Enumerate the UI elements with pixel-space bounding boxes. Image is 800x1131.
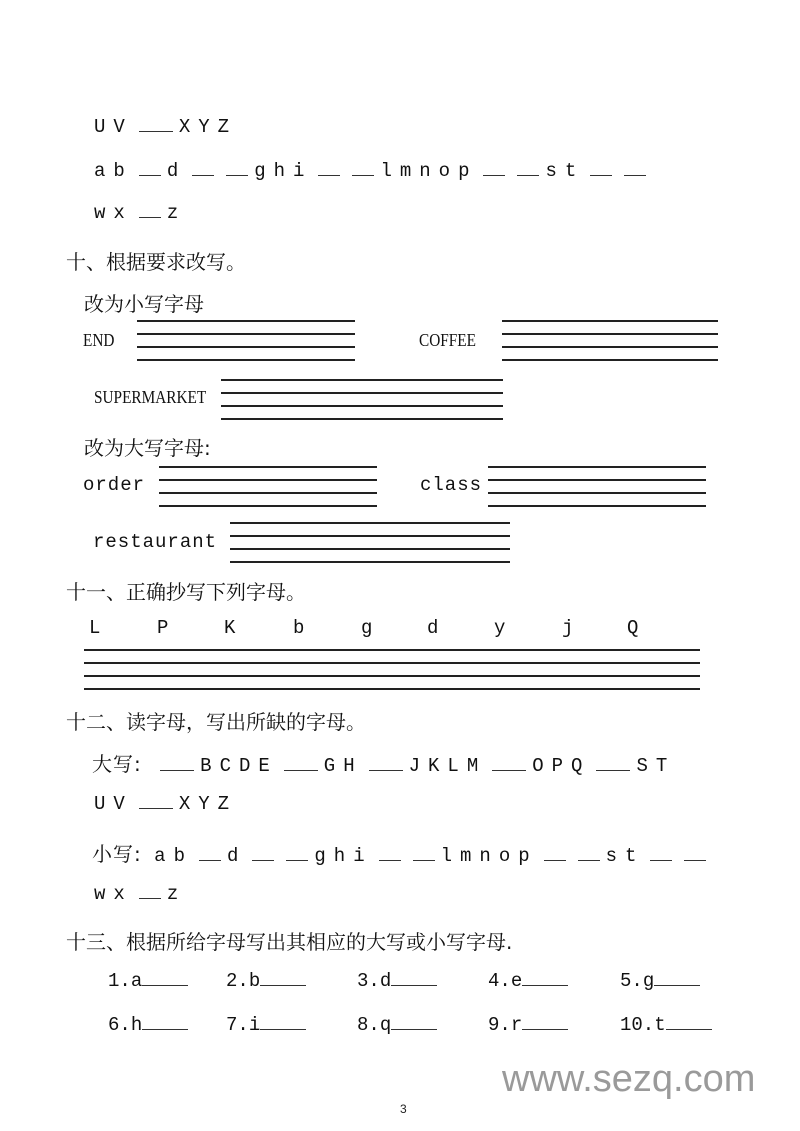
case-item-9[interactable] <box>488 1014 568 1036</box>
missing-letter-blank[interactable] <box>139 794 173 809</box>
word-class: class <box>420 474 483 496</box>
letter: o <box>438 160 452 182</box>
missing-letter-blank[interactable] <box>413 846 435 861</box>
letter: z <box>166 202 180 224</box>
missing-letter-blank[interactable] <box>624 161 646 176</box>
missing-letter-blank[interactable] <box>192 161 214 176</box>
missing-letter-blank[interactable] <box>286 846 308 861</box>
letter: Y <box>198 116 211 138</box>
missing-letter-blank[interactable] <box>252 846 274 861</box>
letter: b <box>173 845 186 867</box>
letter: d <box>166 160 180 182</box>
page-number: 3 <box>400 1102 407 1116</box>
case-item-10[interactable] <box>620 1014 712 1036</box>
writing-lines-end[interactable] <box>137 320 355 362</box>
letter: s <box>605 845 619 867</box>
answer-blank[interactable] <box>260 1015 306 1030</box>
missing-letter-blank[interactable] <box>544 846 566 861</box>
item-letter: a <box>130 970 143 992</box>
section-12-title: 十二、读字母，写出所缺的字母。 <box>66 710 366 734</box>
answer-blank[interactable] <box>142 1015 188 1030</box>
missing-letter-blank[interactable] <box>517 161 539 176</box>
uppercase-missing-line-2 <box>94 793 237 815</box>
letter: p <box>518 845 531 867</box>
case-item-2[interactable] <box>226 970 306 992</box>
letter: g <box>254 160 267 182</box>
item-number: 6. <box>108 1014 131 1036</box>
letter: d <box>226 845 240 867</box>
letter: z <box>166 883 180 905</box>
missing-letter-blank[interactable] <box>139 161 161 176</box>
item-letter: r <box>510 1014 523 1036</box>
word-coffee: COFFEE <box>419 330 476 350</box>
letter: l <box>380 160 393 182</box>
item-number: 5. <box>620 970 643 992</box>
letter: K <box>428 755 441 777</box>
item-letter: q <box>379 1014 392 1036</box>
uppercase-label: 大写: <box>92 752 142 776</box>
answer-blank[interactable] <box>522 1015 568 1030</box>
copy-letter: j <box>562 617 575 639</box>
letter: H <box>343 755 356 777</box>
copy-letter: L <box>89 617 102 639</box>
letter: s <box>545 160 558 182</box>
missing-letter-blank[interactable] <box>139 117 173 132</box>
letter: t <box>564 160 578 182</box>
missing-letter-blank[interactable] <box>650 846 672 861</box>
letter: h <box>333 845 347 867</box>
item-letter: b <box>248 970 261 992</box>
watermark: www.sezq.com <box>502 1058 756 1100</box>
missing-letter-blank[interactable] <box>369 756 403 771</box>
letter: l <box>440 845 453 867</box>
answer-blank[interactable] <box>391 971 437 986</box>
letter: n <box>419 160 432 182</box>
letter: E <box>258 755 271 777</box>
section-11-title: 十一、正确抄写下列字母。 <box>66 580 306 604</box>
letter: b <box>113 160 126 182</box>
copy-letters-row <box>89 617 709 643</box>
letter: P <box>551 755 565 777</box>
missing-letter-blank[interactable] <box>492 756 526 771</box>
item-number: 7. <box>226 1014 249 1036</box>
case-item-7[interactable] <box>226 1014 306 1036</box>
copy-letter: K <box>224 617 237 639</box>
letter: w <box>94 883 107 905</box>
missing-letter-blank[interactable] <box>596 756 630 771</box>
missing-letter-blank[interactable] <box>483 161 505 176</box>
item-letter: e <box>510 970 523 992</box>
letter: S <box>636 755 649 777</box>
missing-letter-blank[interactable] <box>590 161 612 176</box>
missing-letter-blank[interactable] <box>284 756 318 771</box>
answer-blank[interactable] <box>522 971 568 986</box>
letter: x <box>113 202 126 224</box>
to-uppercase-label: 改为大写字母: <box>84 436 211 460</box>
writing-lines-order[interactable] <box>159 466 377 508</box>
lowercase-missing-line <box>92 838 712 867</box>
letter: t <box>625 845 638 867</box>
copy-letter: b <box>293 617 306 639</box>
word-end: END <box>83 330 115 350</box>
writing-lines-restaurant[interactable] <box>230 522 510 564</box>
copy-letter: g <box>361 617 374 639</box>
letter: B <box>200 755 213 777</box>
alphabet-lower-line-continued <box>94 202 186 224</box>
letter: h <box>273 160 287 182</box>
answer-blank[interactable] <box>654 971 700 986</box>
letter: M <box>466 755 480 777</box>
word-supermarket: SUPERMARKET <box>94 387 207 407</box>
missing-letter-blank[interactable] <box>318 161 340 176</box>
word-restaurant: restaurant <box>93 531 218 553</box>
case-item-5[interactable] <box>620 970 700 992</box>
missing-letter-blank[interactable] <box>352 161 374 176</box>
letter: i <box>293 160 306 182</box>
item-number: 8. <box>357 1014 380 1036</box>
missing-letter-blank[interactable] <box>139 884 161 899</box>
missing-letter-blank[interactable] <box>199 846 221 861</box>
copy-letter: Q <box>627 617 640 639</box>
letter: n <box>479 845 492 867</box>
item-number: 9. <box>488 1014 511 1036</box>
case-item-1[interactable] <box>108 970 188 992</box>
letter: X <box>178 116 192 138</box>
item-letter: g <box>642 970 655 992</box>
lowercase-label: 小写: <box>92 842 142 866</box>
letter: G <box>323 755 337 777</box>
missing-letter-blank[interactable] <box>160 756 194 771</box>
letter: X <box>178 793 192 815</box>
letter: C <box>219 755 232 777</box>
item-number: 4. <box>488 970 511 992</box>
item-letter: h <box>130 1014 143 1036</box>
missing-letter-blank[interactable] <box>684 846 706 861</box>
answer-blank[interactable] <box>142 971 188 986</box>
letter: m <box>460 845 473 867</box>
letter: x <box>113 883 126 905</box>
word-order: order <box>83 474 146 496</box>
letter: a <box>94 160 107 182</box>
letter: g <box>314 845 327 867</box>
item-letter: t <box>654 1014 666 1036</box>
letter: U <box>94 116 107 138</box>
copy-letter: P <box>157 617 170 639</box>
item-number: 2. <box>226 970 249 992</box>
answer-blank[interactable] <box>666 1015 712 1030</box>
missing-letter-blank[interactable] <box>226 161 248 176</box>
section-10-title: 十、根据要求改写。 <box>66 250 246 274</box>
letter: L <box>447 755 460 777</box>
answer-blank[interactable] <box>391 1015 437 1030</box>
missing-letter-blank[interactable] <box>139 203 161 218</box>
lowercase-missing-line-2 <box>94 883 186 905</box>
missing-letter-blank[interactable] <box>379 846 401 861</box>
writing-lines-coffee[interactable] <box>502 320 718 362</box>
alphabet-upper-line-continued <box>94 116 237 138</box>
letter: Z <box>217 793 231 815</box>
letter: p <box>458 160 471 182</box>
letter: i <box>353 845 366 867</box>
item-number: 1. <box>108 970 131 992</box>
case-item-3[interactable] <box>357 970 437 992</box>
alphabet-lower-line <box>94 160 652 182</box>
letter: Y <box>198 793 211 815</box>
letter: Q <box>571 755 584 777</box>
letter: w <box>94 202 107 224</box>
item-number: 3. <box>357 970 380 992</box>
writing-lines-class[interactable] <box>488 466 706 508</box>
case-item-6[interactable] <box>108 1014 188 1036</box>
item-letter: i <box>248 1014 261 1036</box>
letter: m <box>399 160 413 182</box>
copy-letter: d <box>427 617 440 639</box>
letter: Z <box>217 116 231 138</box>
copy-letter: y <box>494 617 507 639</box>
writing-lines-supermarket[interactable] <box>221 379 503 421</box>
uppercase-missing-line <box>92 748 675 777</box>
letter: a <box>154 845 167 867</box>
item-number: 10. <box>620 1014 655 1036</box>
answer-blank[interactable] <box>260 971 306 986</box>
to-lowercase-label: 改为小写字母 <box>84 292 204 316</box>
missing-letter-blank[interactable] <box>578 846 600 861</box>
letter: V <box>113 116 126 138</box>
item-letter: d <box>379 970 392 992</box>
letter: o <box>498 845 512 867</box>
letter: O <box>532 755 545 777</box>
letter: D <box>238 755 252 777</box>
case-item-8[interactable] <box>357 1014 437 1036</box>
letter: U <box>94 793 107 815</box>
case-item-4[interactable] <box>488 970 568 992</box>
letter: V <box>113 793 126 815</box>
letter: T <box>655 755 669 777</box>
writing-lines-copy[interactable] <box>84 649 700 691</box>
section-13-title: 十三、根据所给字母写出其相应的大写或小写字母. <box>66 930 513 954</box>
letter: J <box>408 755 421 777</box>
